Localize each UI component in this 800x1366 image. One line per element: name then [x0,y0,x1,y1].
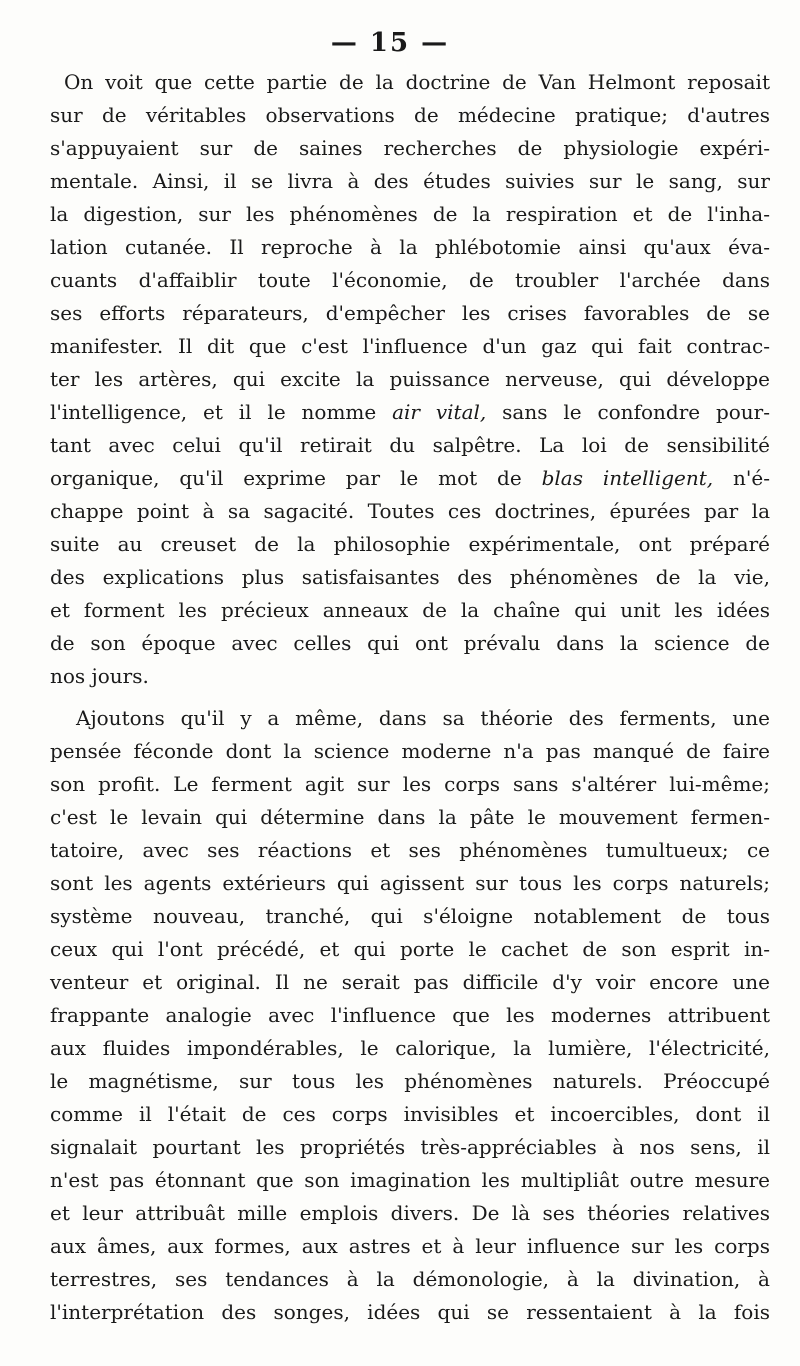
text-line: signalait pourtant les propriétés très-appréciables à nos sens, il [50,1135,770,1159]
text-line: son profit. Le ferment agit sur les corps sans s'altérer lui-même; [50,772,770,796]
text-line: ceux qui l'ont précédé, et qui porte le cachet de son esprit in- [50,937,770,961]
text-line: comme il l'était de ces corps invisibles et incoercibles, dont il [50,1102,770,1126]
text-line: système nouveau, tranché, qui s'éloigne notablement de tous [50,904,770,928]
italic-term: blas intelligent, [541,466,714,490]
text-line: On voit que cette partie de la doctrine de Van Helmont reposait [64,70,770,94]
text-line: cuants d'affaiblir toute l'économie, de troubler l'archée dans [50,268,770,292]
text-line: Ajoutons qu'il y a même, dans sa théorie des ferments, une [76,706,770,730]
text-line: c'est le levain qui détermine dans la pâte le mouvement fermen- [50,805,770,829]
text-line: manifester. Il dit que c'est l'influence d'un gaz qui fait contrac- [50,334,770,358]
text-line: aux fluides impondérables, le calorique, la lumière, l'électricité, [50,1036,770,1060]
text-line: mentale. Ainsi, il se livra à des études suivies sur le sang, sur [50,169,770,193]
text-line [50,464,770,492]
text-line: tant avec celui qu'il retirait du salpêtre. La loi de sensibilité [50,433,770,457]
page-number: — 15 — [330,28,450,58]
text-segment: l'intelligence, et il le nomme [50,400,377,424]
text-segment: sans le confondre pour- [502,400,771,424]
text-line: s'appuyaient sur de saines recherches de physiologie expéri- [50,136,770,160]
text-line: ter les artères, qui excite la puissance nerveuse, qui développe [50,367,770,391]
text-line: nos jours. [50,664,149,688]
text-line: tatoire, avec ses réactions et ses phénomènes tumultueux; ce [50,838,770,862]
text-segment: n'é- [733,466,771,490]
text-line: sur de véritables observations de médecine pratique; d'autres [50,103,770,127]
text-line: frappante analogie avec l'influence que les modernes attribuent [50,1003,770,1027]
italic-term: air vital, [392,400,487,424]
text-line: aux âmes, aux formes, aux astres et à leur influence sur les corps [50,1234,770,1258]
text-line: de son époque avec celles qui ont prévalu dans la science de [50,631,770,655]
text-segment: organique, qu'il exprime par le mot de [50,466,522,490]
text-line: des explications plus satisfaisantes des phénomènes de la vie, [50,565,770,589]
text-line: lation cutanée. Il reproche à la phlébotomie ainsi qu'aux éva- [50,235,770,259]
text-line: et leur attribuât mille emplois divers. De là ses théories relatives [50,1201,770,1225]
text-line: pensée féconde dont la science moderne n'a pas manqué de faire [50,739,770,763]
text-line: n'est pas étonnant que son imagination les multipliât outre mesure [50,1168,770,1192]
text-line: l'interprétation des songes, idées qui se ressentaient à la fois [50,1300,770,1324]
text-line: la digestion, sur les phénomènes de la respiration et de l'inha- [50,202,770,226]
text-line: terrestres, ses tendances à la démonologie, à la divination, à [50,1267,770,1291]
text-line: ses efforts réparateurs, d'empêcher les crises favorables de se [50,301,770,325]
text-line: le magnétisme, sur tous les phénomènes naturels. Préoccupé [50,1069,770,1093]
text-line: venteur et original. Il ne serait pas difficile d'y voir encore une [50,970,770,994]
text-line: et forment les précieux anneaux de la chaîne qui unit les idées [50,598,770,622]
text-line: chappe point à sa sagacité. Toutes ces doctrines, épurées par la [50,499,770,523]
text-line: sont les agents extérieurs qui agissent sur tous les corps naturels; [50,871,770,895]
text-line: suite au creuset de la philosophie expérimentale, ont préparé [50,532,770,556]
text-line [50,398,770,426]
